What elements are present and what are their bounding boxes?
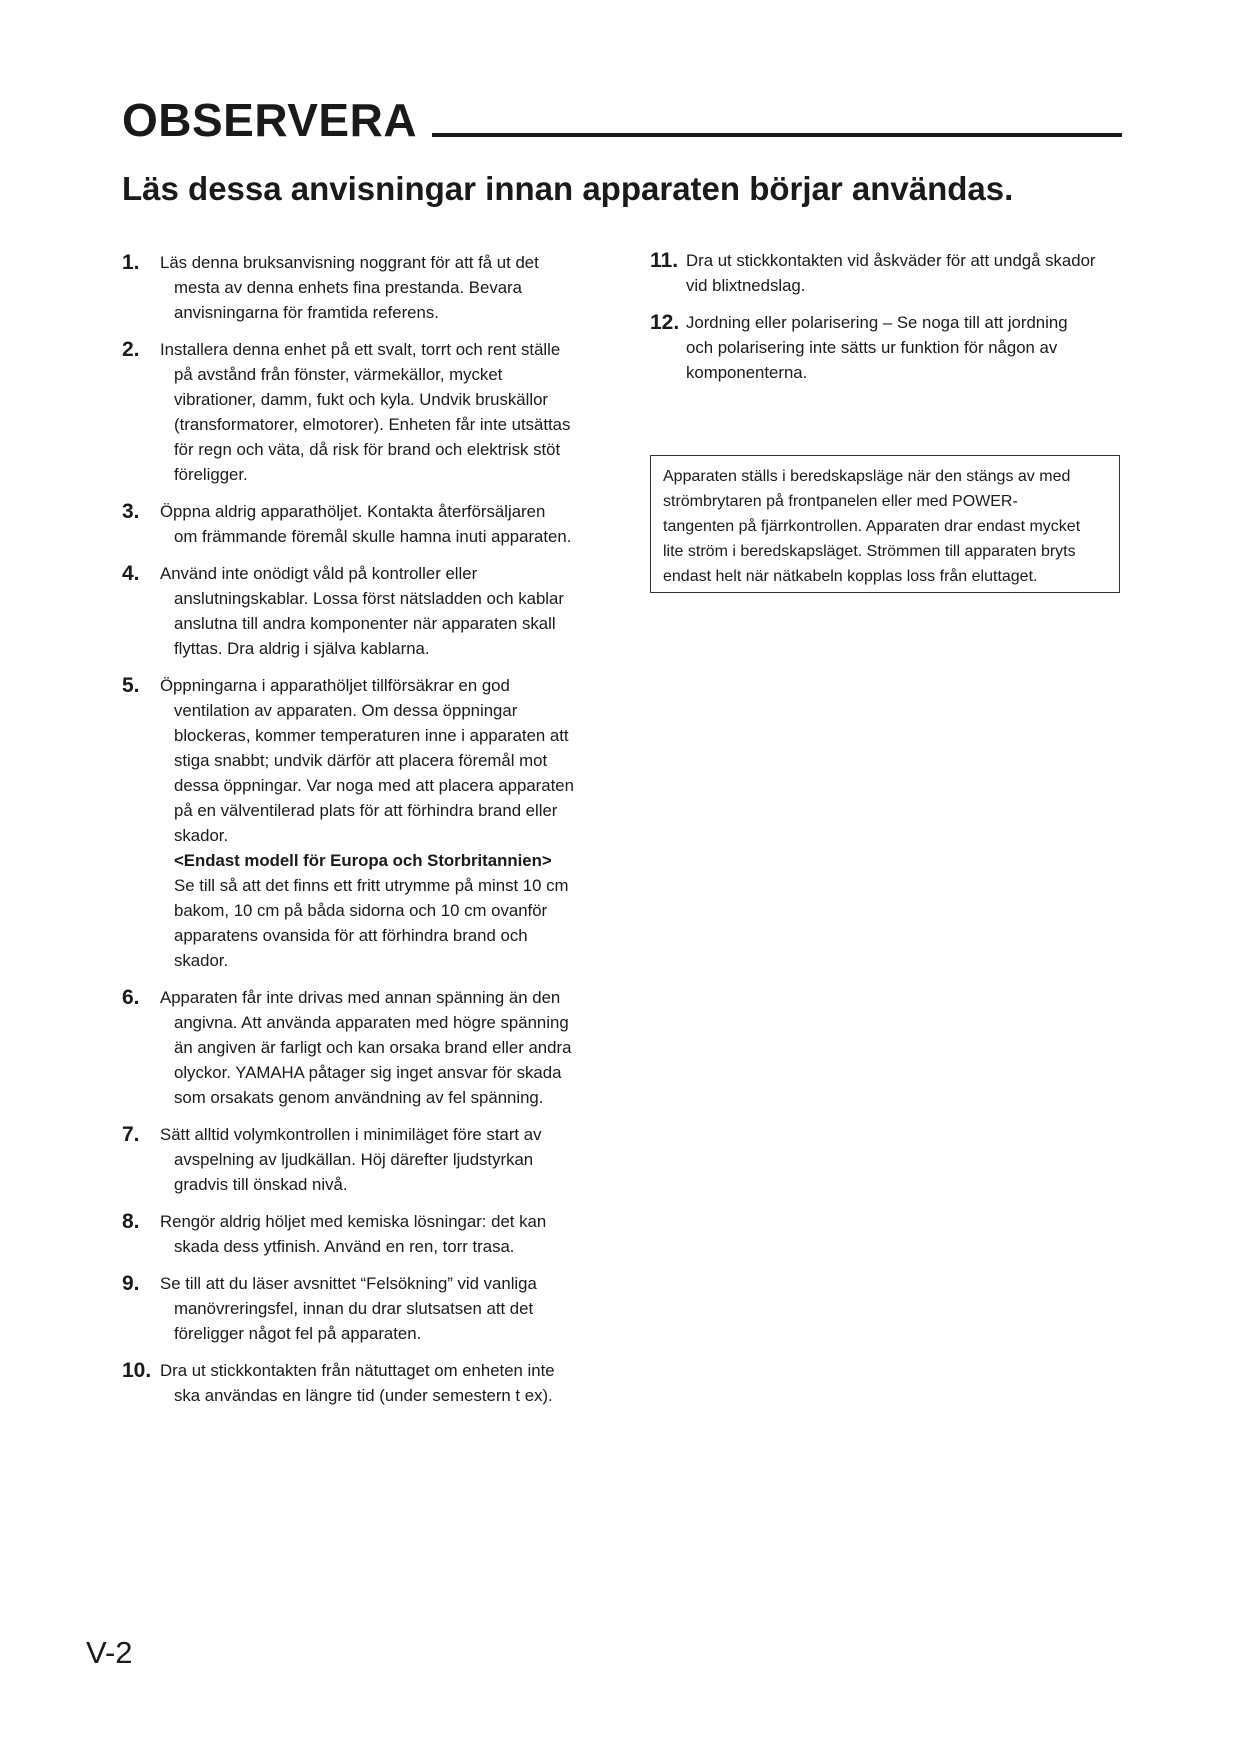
item-line: anvisningarna för framtida referens.	[174, 303, 439, 322]
item-line: gradvis till önskad nivå.	[174, 1175, 348, 1194]
item-line: flyttas. Dra aldrig i själva kablarna.	[174, 639, 430, 658]
item-line: föreligger.	[174, 465, 248, 484]
item-line: skador.	[174, 826, 229, 845]
item-number: 8.	[122, 1210, 140, 1233]
item-number: 5.	[122, 674, 140, 697]
item-line: för regn och väta, då risk för brand och elektrisk stöt	[174, 440, 561, 459]
item-line: än angiven är farligt och kan orsaka brand eller andra	[174, 1038, 572, 1057]
item-number: 6.	[122, 986, 140, 1009]
item-line: manövreringsfel, innan du drar slutsatsen att det	[174, 1299, 534, 1318]
item-line: Öppningarna i apparathöljet tillförsäkrar en god	[160, 676, 510, 695]
item-line: avspelning av ljudkällan. Höj därefter ljudstyrkan	[174, 1150, 534, 1169]
item-number: 4.	[122, 562, 140, 585]
item-number: 10.	[122, 1359, 152, 1382]
note-line: strömbrytaren på frontpanelen eller med POWER-	[663, 493, 1018, 510]
list-item-1	[122, 250, 612, 325]
item-number: 3.	[122, 500, 140, 523]
item-line: som orsakats genom användning av fel spänning.	[174, 1088, 544, 1107]
left-column	[122, 250, 612, 1420]
list-item-6	[122, 985, 612, 1110]
item-line: anslutningskablar. Lossa först nätsladden och kablar	[174, 589, 564, 608]
list-item-10	[122, 1358, 612, 1408]
item-number: 9.	[122, 1272, 140, 1295]
list-item-9	[122, 1271, 612, 1346]
list-item-3	[122, 499, 612, 549]
item-line: Rengör aldrig höljet med kemiska lösningar: det kan	[160, 1212, 547, 1231]
note-line: tangenten på fjärrkontrollen. Apparaten drar endast mycket	[663, 518, 1081, 535]
item-line: på avstånd från fönster, värmekällor, mycket	[174, 365, 503, 384]
item-line: Använd inte onödigt våld på kontroller eller	[160, 564, 478, 583]
item-number: 7.	[122, 1123, 140, 1146]
item-line: bakom, 10 cm på båda sidorna och 10 cm ovanför	[174, 901, 548, 920]
right-column	[650, 248, 1140, 397]
item-line: blockeras, kommer temperaturen inne i apparaten att	[174, 726, 569, 745]
item-line: Jordning eller polarisering – Se noga till att jordning	[686, 313, 1068, 332]
item-line: angivna. Att använda apparaten med högre spänning	[174, 1013, 569, 1032]
item-line: skada dess ytfinish. Använd en ren, torr trasa.	[174, 1237, 515, 1256]
item-line: föreligger något fel på apparaten.	[174, 1324, 422, 1343]
item-line: Sätt alltid volymkontrollen i minimiläget före start av	[160, 1125, 542, 1144]
page-subtitle: Läs dessa anvisningar innan apparaten börjar användas.	[122, 170, 1014, 207]
list-item-5	[122, 673, 612, 973]
item-line: Dra ut stickkontakten vid åskväder för att undgå skador	[686, 251, 1096, 270]
item-number: 11.	[650, 249, 679, 272]
item-line: Se till så att det finns ett fritt utrymme på minst 10 cm	[174, 876, 569, 895]
item-line: Se till att du läser avsnittet “Felsökning” vid vanliga	[160, 1274, 537, 1293]
item-line: skador.	[174, 951, 229, 970]
item-line: och polarisering inte sätts ur funktion för någon av	[686, 338, 1058, 357]
title-rule	[432, 133, 1122, 137]
page-number: V-2	[86, 1635, 133, 1670]
item-number: 2.	[122, 338, 140, 361]
note-line: Apparaten ställs i beredskapsläge när den stängs av med	[663, 468, 1071, 485]
list-item-12	[650, 310, 1140, 385]
model-note-heading: <Endast modell för Europa och Storbritannien>	[174, 851, 552, 870]
item-line: ska användas en längre tid (under semestern t ex).	[174, 1386, 553, 1405]
note-line: endast helt när nätkabeln kopplas loss från eluttaget.	[663, 568, 1038, 585]
page-title: OBSERVERA	[122, 94, 418, 146]
note-line: lite ström i beredskapsläget. Strömmen till apparaten bryts	[663, 543, 1076, 560]
list-item-7	[122, 1122, 612, 1197]
item-line: apparatens ovansida för att förhindra brand och	[174, 926, 528, 945]
item-line: (transformatorer, elmotorer). Enheten får inte utsättas	[174, 415, 571, 434]
item-number: 12.	[650, 311, 680, 334]
list-item-4	[122, 561, 612, 661]
item-line: olyckor. YAMAHA påtager sig inget ansvar för skada	[174, 1063, 562, 1082]
item-line: Läs denna bruksanvisning noggrant för att få ut det	[160, 253, 539, 272]
item-line: ventilation av apparaten. Om dessa öppningar	[174, 701, 518, 720]
item-line: dessa öppningar. Var noga med att placera apparaten	[174, 776, 574, 795]
list-item-2	[122, 337, 612, 487]
standby-note-box	[650, 455, 1120, 593]
item-line: anslutna till andra komponenter när apparaten skall	[174, 614, 556, 633]
list-item-8	[122, 1209, 612, 1259]
item-line: Dra ut stickkontakten från nätuttaget om enheten inte	[160, 1361, 555, 1380]
item-line: stiga snabbt; undvik därför att placera föremål mot	[174, 751, 548, 770]
list-item-11	[650, 248, 1140, 298]
item-line: Öppna aldrig apparathöljet. Kontakta återförsäljaren	[160, 502, 546, 521]
item-line: komponenterna.	[686, 363, 808, 382]
item-number: 1.	[122, 251, 140, 274]
item-line: vibrationer, damm, fukt och kyla. Undvik bruskällor	[174, 390, 548, 409]
item-line: Installera denna enhet på ett svalt, torrt och rent ställe	[160, 340, 561, 359]
item-line: Apparaten får inte drivas med annan spänning än den	[160, 988, 561, 1007]
item-line: vid blixtnedslag.	[686, 276, 806, 295]
item-line: om främmande föremål skulle hamna inuti apparaten.	[174, 527, 572, 546]
item-line: mesta av denna enhets fina prestanda. Bevara	[174, 278, 522, 297]
item-line: på en välventilerad plats för att förhindra brand eller	[174, 801, 558, 820]
